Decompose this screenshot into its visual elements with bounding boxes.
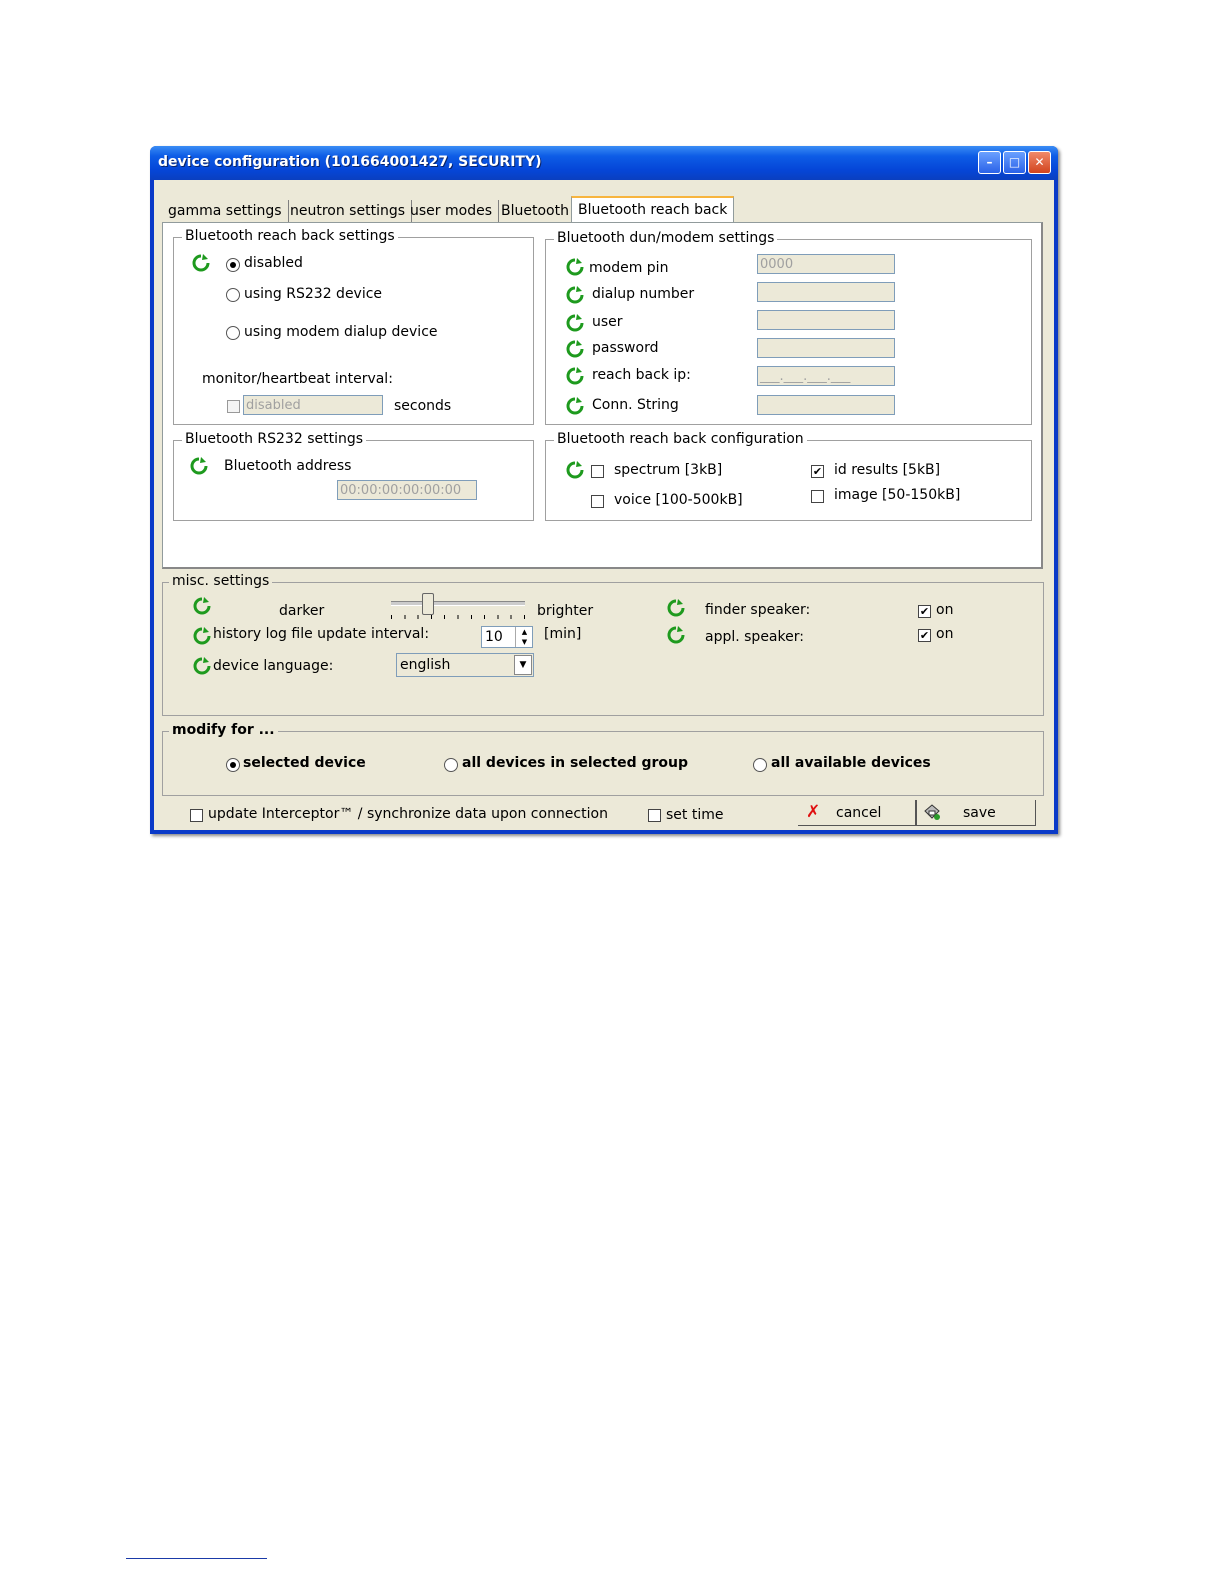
device-language-value: english [400, 657, 451, 673]
chevron-down-icon[interactable]: ▼ [514, 655, 532, 675]
history-interval-stepper[interactable] [481, 626, 533, 648]
minimize-icon[interactable]: – [978, 151, 1001, 174]
radio-devices-in-group[interactable] [444, 758, 458, 772]
refresh-icon[interactable] [667, 626, 685, 644]
device-language-select[interactable] [396, 653, 534, 677]
heartbeat-input[interactable]: disabled [243, 395, 383, 415]
image-checkbox[interactable] [811, 490, 824, 503]
reach-back-settings-group [173, 228, 534, 425]
appl-speaker-checkbox[interactable]: ✔ [919, 629, 930, 642]
radio-all-available-label: all available devices [771, 755, 931, 771]
user-label: user [592, 314, 623, 330]
dun-modem-group [545, 230, 1032, 425]
heartbeat-label: monitor/heartbeat interval: [202, 371, 393, 387]
cancel-x-icon: ✗ [806, 802, 821, 822]
radio-rs232-device[interactable] [226, 288, 240, 302]
bluetooth-address-label: Bluetooth address [224, 458, 352, 474]
update-interceptor-checkbox[interactable] [190, 809, 203, 822]
heartbeat-unit: seconds [394, 398, 452, 414]
refresh-icon[interactable] [192, 254, 210, 272]
set-time-checkbox[interactable] [648, 809, 661, 822]
tab-neutron-settings[interactable]: neutron settings [284, 200, 412, 222]
stepper-up-icon[interactable]: ▲ [515, 627, 533, 637]
save-icon [923, 803, 941, 821]
user-input[interactable] [757, 310, 895, 330]
tab-user-modes[interactable]: user modes [404, 200, 499, 222]
brighter-label: brighter [537, 603, 594, 619]
save-button[interactable] [916, 800, 1036, 826]
reach-back-config-title: Bluetooth reach back configuration [554, 431, 807, 447]
refresh-icon[interactable] [566, 314, 584, 332]
history-interval-unit: [min] [544, 626, 582, 642]
finder-speaker-checkbox[interactable]: ✔ [919, 605, 930, 618]
history-interval-label: history log file update interval: [213, 626, 430, 642]
tab-panel-reach-back [162, 222, 1043, 569]
misc-settings-group [162, 573, 1044, 716]
cancel-button-label: cancel [836, 805, 882, 821]
refresh-icon[interactable] [566, 286, 584, 304]
window-title: device configuration (101664001427, SECURITY) [158, 154, 542, 170]
brightness-slider[interactable] [391, 601, 525, 625]
save-button-label: save [963, 805, 996, 821]
refresh-icon[interactable] [193, 657, 211, 675]
radio-devices-in-group-label: all devices in selected group [462, 755, 689, 771]
radio-modem-dialup[interactable] [226, 326, 240, 340]
password-label: password [592, 340, 659, 356]
device-configuration-window [150, 146, 1058, 834]
history-interval-value: 10 [485, 629, 503, 645]
voice-label: voice [100-500kB] [614, 492, 743, 508]
misc-settings-title: misc. settings [169, 573, 272, 589]
reach-back-ip-input[interactable]: ___.___.___.___ [757, 366, 895, 386]
refresh-icon[interactable] [667, 599, 685, 617]
reach-back-config-group [545, 431, 1032, 521]
brightness-slider-thumb[interactable] [422, 593, 434, 615]
tab-bluetooth[interactable]: Bluetooth [495, 200, 576, 222]
image-label: image [50-150kB] [834, 487, 961, 503]
refresh-icon[interactable] [566, 461, 584, 479]
radio-modem-label: using modem dialup device [244, 324, 438, 340]
conn-string-input[interactable] [757, 395, 895, 415]
id-results-checkbox[interactable]: ✔ [812, 465, 823, 478]
conn-string-label: Conn. String [592, 397, 679, 413]
spectrum-label: spectrum [3kB] [614, 462, 723, 478]
finder-speaker-label: finder speaker: [705, 602, 811, 618]
heartbeat-checkbox[interactable] [227, 400, 240, 413]
modify-for-group [162, 722, 1044, 796]
refresh-icon[interactable] [193, 627, 211, 645]
modem-pin-label: modem pin [589, 260, 669, 276]
close-icon[interactable]: ✕ [1028, 151, 1051, 174]
reach-back-ip-label: reach back ip: [592, 367, 691, 383]
tab-gamma-settings[interactable]: gamma settings [162, 200, 289, 222]
spectrum-checkbox[interactable] [591, 465, 604, 478]
radio-selected-device[interactable] [226, 758, 240, 772]
appl-speaker-on-label: on [936, 626, 954, 642]
modify-for-title: modify for ... [169, 722, 278, 738]
appl-speaker-label: appl. speaker: [705, 629, 804, 645]
dialog-client [154, 180, 1054, 830]
rs232-group [173, 431, 534, 521]
tab-bluetooth-reach-back[interactable]: Bluetooth reach back [571, 196, 734, 224]
bluetooth-address-input[interactable]: 00:00:00:00:00:00 [337, 480, 477, 500]
darker-label: darker [279, 603, 325, 619]
radio-selected-device-label: selected device [243, 755, 366, 771]
id-results-label: id results [5kB] [834, 462, 941, 478]
refresh-icon[interactable] [193, 597, 211, 615]
finder-speaker-on-label: on [936, 602, 954, 618]
radio-rs232-label: using RS232 device [244, 286, 383, 302]
tab-strip [162, 196, 1044, 222]
stepper-down-icon[interactable]: ▼ [515, 637, 533, 647]
refresh-icon[interactable] [190, 457, 208, 475]
device-language-label: device language: [213, 658, 334, 674]
refresh-icon[interactable] [566, 367, 584, 385]
refresh-icon[interactable] [566, 258, 584, 276]
modem-pin-input[interactable]: 0000 [757, 254, 895, 274]
footnote-rule [126, 1558, 267, 1559]
rs232-title: Bluetooth RS232 settings [182, 431, 366, 447]
reach-back-settings-title: Bluetooth reach back settings [182, 228, 398, 244]
password-input[interactable] [757, 338, 895, 358]
dialup-number-input[interactable] [757, 282, 895, 302]
radio-disabled[interactable] [226, 258, 240, 272]
dialup-number-label: dialup number [592, 286, 695, 302]
cancel-button[interactable] [798, 800, 916, 826]
voice-checkbox[interactable] [591, 495, 604, 508]
title-bar[interactable] [150, 146, 1058, 180]
refresh-icon[interactable] [566, 397, 584, 415]
radio-disabled-label: disabled [244, 255, 303, 271]
radio-all-available-devices[interactable] [753, 758, 767, 772]
dun-modem-title: Bluetooth dun/modem settings [554, 230, 777, 246]
refresh-icon[interactable] [566, 340, 584, 358]
maximize-icon[interactable]: □ [1003, 151, 1026, 174]
update-interceptor-label: update Interceptor™ / synchronize data upon connection [208, 806, 608, 822]
set-time-label: set time [666, 807, 724, 823]
